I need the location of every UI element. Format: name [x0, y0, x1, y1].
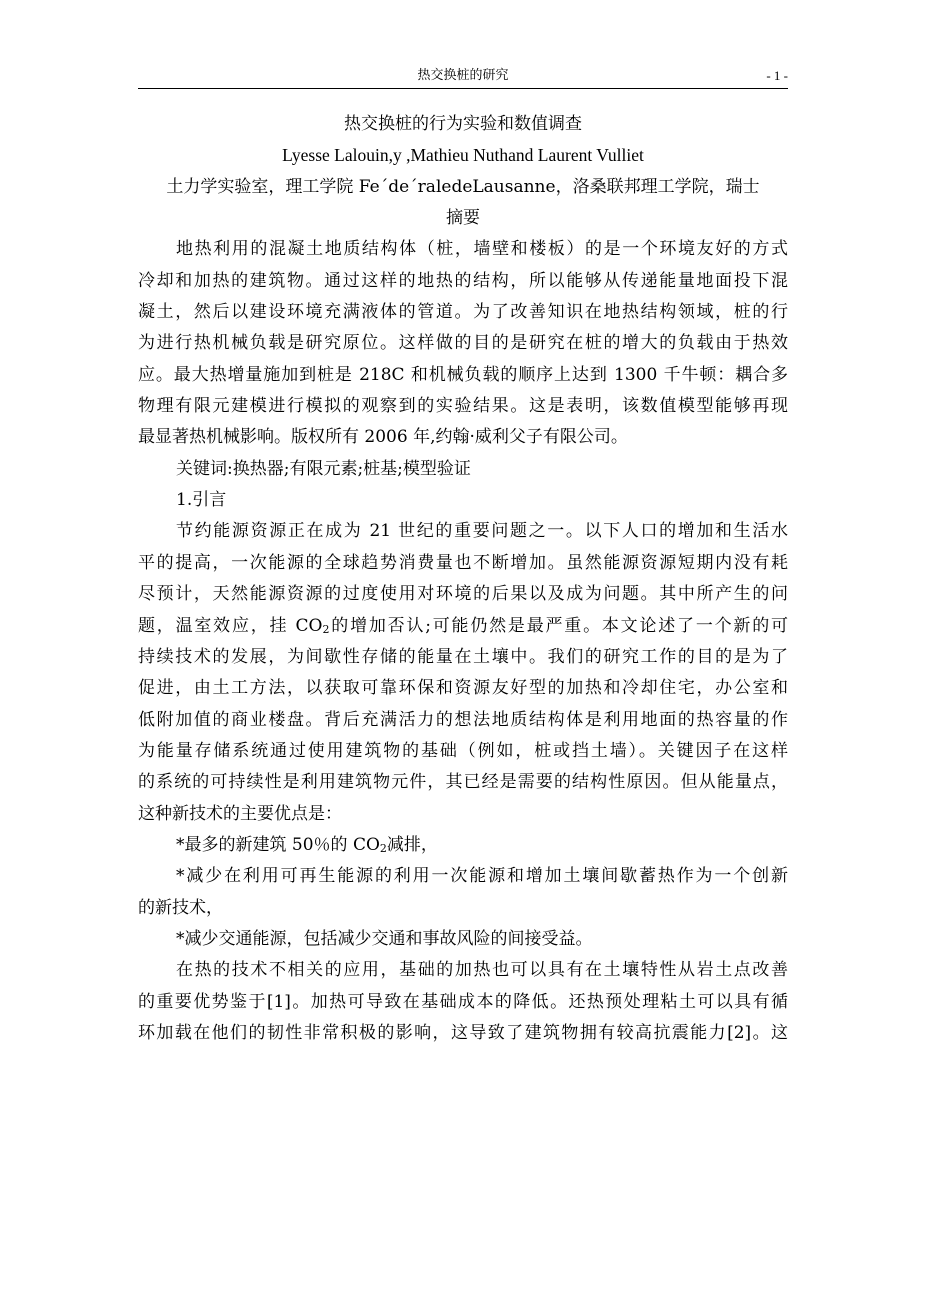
intro-line: 为能量存储系统通过使用建筑物的基础（例如，桩或挡土墙）。关键因子在这样 [138, 740, 788, 761]
abstract-line: 最显著热机械影响。版权所有 2006 年,约翰·威利父子有限公司。 [138, 427, 628, 448]
intro-line: 平的提高，一次能源的全球趋势消费量也不断增加。虽然能源资源短期内没有耗 [138, 552, 788, 573]
paper-affiliation: 土力学实验室，理工学院 Fe´de´raledeLausanne，洛桑联邦理工学院，瑞士 [166, 176, 760, 197]
intro-line-part: 题，温室效应，挂 CO [138, 615, 323, 636]
abstract-line: 凝土，然后以建设环境充满液体的管道。为了改善知识在地热结构领域，桩的行 [138, 302, 788, 323]
intro-line: 尽预计，天然能源资源的过度使用对环境的后果以及成为问题。其中所产生的问 [138, 584, 788, 605]
page-header [138, 66, 788, 88]
intro-line-part: 的增加否认;可能仍然是最严重。本文论述了一个新的可 [329, 615, 788, 636]
co2-subscript: 2 [379, 841, 387, 855]
bullet-part: 减排， [386, 834, 438, 855]
bullet-item: *减少交通能源，包括减少交通和事故风险的间接受益。 [176, 928, 593, 949]
abstract-heading: 摘要 [446, 208, 480, 229]
abstract-line: 应。最大热增量施加到桩是 218C 和机械负载的顺序上达到 1300 千牛顿：耦合多 [138, 364, 788, 385]
document-body [138, 109, 788, 1049]
header-rule [138, 88, 788, 89]
running-title: 热交换桩的研究 [417, 68, 509, 83]
paper-authors: Lyesse Lalouin,y ,Mathieu Nuthand Laurent Vulliet [282, 145, 644, 166]
bullet-item-continued: 的新技术， [138, 897, 223, 918]
intro-line: 的系统的可持续性是利用建筑物元件，其已经是需要的结构性原因。但从能量点， [138, 772, 788, 793]
paper-title: 热交换桩的行为实验和数值调查 [344, 114, 582, 134]
co2-subscript: 2 [322, 622, 330, 636]
bullet-item: *减少在利用可再生能源的利用一次能源和增加土壤间歇蓄热作为一个创新 [176, 866, 788, 887]
intro-line: 这种新技术的主要优点是： [138, 803, 342, 824]
paragraph-line: 环加载在他们的韧性非常积极的影响，这导致了建筑物拥有较高抗震能力[2]。这 [138, 1022, 788, 1043]
intro-line: 节约能源资源正在成为 21 世纪的重要问题之一。以下人口的增加和生活水 [176, 521, 788, 542]
keywords: 关键词:换热器;有限元素;桩基;模型验证 [176, 458, 471, 479]
paragraph-line: 的重要优势鉴于[1]。加热可导致在基础成本的降低。还热预处理粘土可以具有循 [138, 991, 788, 1012]
intro-line: 持续技术的发展，为间歇性存储的能量在土壤中。我们的研究工作的目的是为了 [138, 646, 788, 667]
abstract-line: 为进行热机械负载是研究原位。这样做的目的是研究在桩的增大的负载由于热效 [138, 333, 788, 354]
abstract-line: 地热利用的混凝土地质结构体（桩，墙壁和楼板）的是一个环境友好的方式 [176, 239, 788, 260]
intro-line: 促进，由土工方法，以获取可靠环保和资源友好型的加热和冷却住宅，办公室和 [138, 678, 788, 699]
section-heading: 1.引言 [176, 490, 227, 511]
bullet-item [138, 830, 788, 861]
intro-line: 低附加值的商业楼盘。背后充满活力的想法地质结构体是利用地面的热容量的作 [138, 709, 788, 730]
bullet-part: *最多的新建筑 50％的 CO [176, 834, 380, 855]
abstract-line: 物理有限元建模进行模拟的观察到的实验结果。这是表明，该数值模型能够再现 [138, 396, 788, 417]
intro-line [138, 611, 788, 642]
page-number: - 1 - [766, 68, 788, 83]
abstract-line: 冷却和加热的建筑物。通过这样的地热的结构，所以能够从传递能量地面投下混 [138, 270, 788, 291]
paragraph-line: 在热的技术不相关的应用，基础的加热也可以具有在土壤特性从岩土点改善 [176, 960, 788, 981]
